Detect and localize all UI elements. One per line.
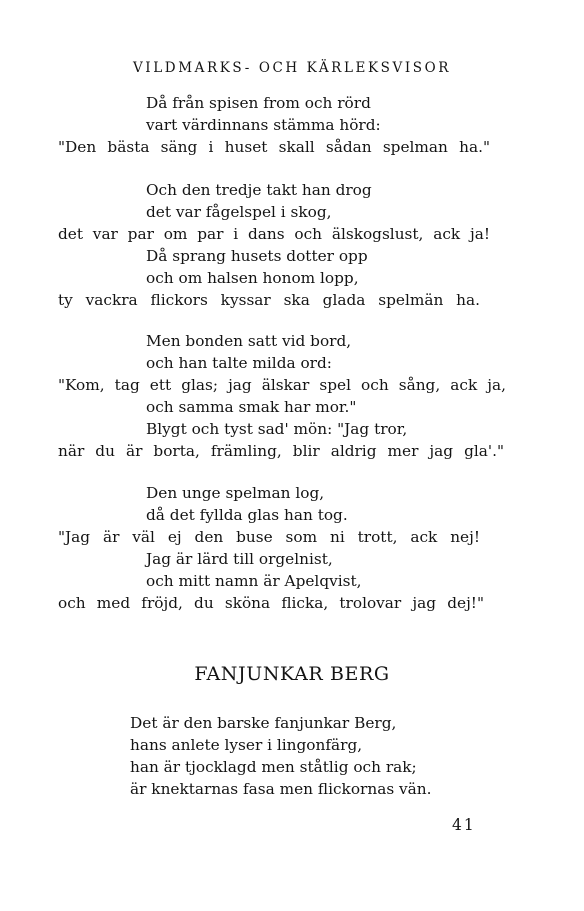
verse-line: "Den bästa säng i huset skall sådan spelman ha."	[58, 138, 490, 156]
verse-line: Blygt och tyst sad' mön: "Jag tror,	[146, 420, 408, 438]
page-number: 41	[452, 816, 476, 834]
verse-line: Då sprang husets dotter opp	[146, 247, 368, 265]
verse-line: och han talte milda ord:	[146, 354, 332, 372]
verse-line: när du är borta, främling, blir aldrig mer jag gla'."	[58, 442, 504, 460]
verse-line: är knektarnas fasa men flickornas vän.	[130, 780, 432, 798]
verse-line: och mitt namn är Apelqvist,	[146, 572, 362, 590]
verse-line: Det är den barske fanjunkar Berg,	[130, 714, 397, 732]
verse-line: ty vackra flickors kyssar ska glada spelmän ha.	[58, 291, 480, 309]
verse-line: han är tjocklagd men ståtlig och rak;	[130, 758, 417, 776]
verse-line: och med fröjd, du sköna flicka, trolovar jag dej!"	[58, 594, 484, 612]
verse-line: då det fyllda glas han tog.	[146, 506, 348, 524]
verse-line: och samma smak har mor."	[146, 398, 357, 416]
verse-line: Jag är lärd till orgelnist,	[146, 550, 333, 568]
verse-line: Och den tredje takt han drog	[146, 181, 372, 199]
verse-line: "Kom, tag ett glas; jag älskar spel och sång, ack ja,	[58, 376, 506, 394]
poem-title: FANJUNKAR BERG	[194, 663, 390, 685]
verse-line: och om halsen honom lopp,	[146, 269, 359, 287]
verse-line: Då från spisen from och rörd	[146, 94, 371, 112]
verse-line: Den unge spelman log,	[146, 484, 325, 502]
verse-line: Men bonden satt vid bord,	[146, 332, 352, 350]
verse-line: det var fågelspel i skog,	[146, 203, 332, 221]
running-head: VILDMARKS- OCH KÄRLEKSVISOR	[132, 60, 452, 76]
verse-line: hans anlete lyser i lingonfärg,	[130, 736, 363, 754]
verse-line: "Jag är väl ej den buse som ni trott, ack nej!	[58, 528, 480, 546]
verse-line: det var par om par i dans och älskogslust, ack ja!	[58, 225, 490, 243]
verse-line: vart värdinnans stämma hörd:	[146, 116, 381, 134]
